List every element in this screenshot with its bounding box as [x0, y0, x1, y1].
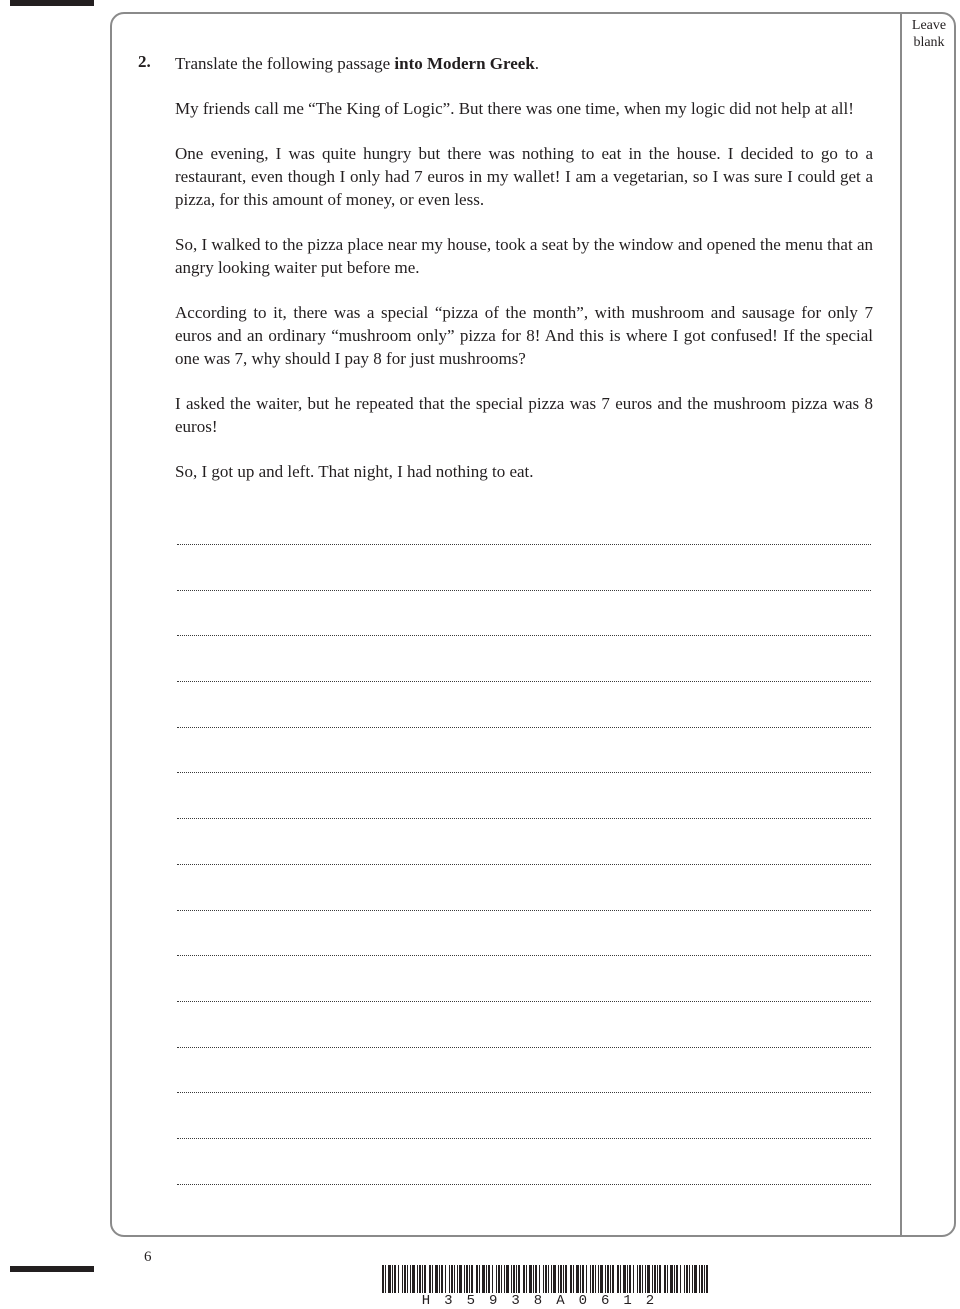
barcode-bar — [535, 1265, 537, 1293]
barcode-text: H35938A0612 — [421, 1293, 669, 1309]
barcode-bar — [454, 1265, 455, 1293]
leave-blank-column-divider — [900, 13, 902, 1236]
answer-line[interactable] — [177, 850, 871, 896]
barcode-bar — [617, 1265, 619, 1293]
barcode-bar — [570, 1265, 572, 1293]
passage-paragraph-3: So, I walked to the pizza place near my house, took a seat by the window and opened the menu that an angry looking waiter put before me. — [175, 235, 873, 277]
barcode-bar — [659, 1265, 661, 1293]
barcode-bar — [410, 1265, 411, 1293]
barcode-bar — [435, 1265, 438, 1293]
barcode-bar — [565, 1265, 567, 1293]
barcode-bar — [459, 1265, 462, 1293]
barcode-bar — [385, 1265, 386, 1293]
barcode-bar — [382, 1265, 384, 1293]
barcode-bar — [429, 1265, 431, 1293]
barcode-bar — [686, 1265, 688, 1293]
barcode-bar — [511, 1265, 512, 1293]
barcode-bar — [612, 1265, 614, 1293]
barcode-bar — [706, 1265, 708, 1293]
barcode-bar — [637, 1265, 638, 1293]
barcode-bar — [573, 1265, 574, 1293]
barcode-bar — [563, 1265, 564, 1293]
barcode-bar — [629, 1265, 631, 1293]
barcode-bar — [553, 1265, 556, 1293]
barcode-bar — [645, 1265, 646, 1293]
passage-paragraph-2: One evening, I was quite hungry but there was nothing to eat in the house. I decided to go to a restaurant, even though I only had 7 euros in my wallet! I am a vegetarian, so I was sure I could get a pizza, for this amount of money, or even less. — [175, 144, 873, 209]
answer-line[interactable] — [177, 1078, 871, 1124]
barcode-bar — [652, 1265, 653, 1293]
barcode-bar — [674, 1265, 675, 1293]
barcode-bar — [692, 1265, 693, 1293]
barcode-bar — [586, 1265, 587, 1293]
barcode-bar — [424, 1265, 426, 1293]
barcode-bar — [580, 1265, 581, 1293]
barcode-bar — [476, 1265, 478, 1293]
barcode-bar — [633, 1265, 634, 1293]
answer-line[interactable] — [177, 987, 871, 1033]
barcode-bar — [439, 1265, 440, 1293]
barcode-bar — [667, 1265, 668, 1293]
barcode-bar — [392, 1265, 393, 1293]
answer-line[interactable] — [177, 621, 871, 667]
barcode-bar — [543, 1265, 544, 1293]
barcode-bar — [516, 1265, 517, 1293]
answer-line[interactable] — [177, 896, 871, 942]
barcode-bar — [539, 1265, 540, 1293]
barcode-bar — [548, 1265, 549, 1293]
barcode-bar — [605, 1265, 606, 1293]
barcode-bar — [684, 1265, 685, 1293]
barcode-bar — [533, 1265, 534, 1293]
barcode-bar — [620, 1265, 621, 1293]
barcode-bar — [451, 1265, 453, 1293]
answer-line[interactable] — [177, 804, 871, 850]
passage-paragraph-5: I asked the waiter, but he repeated that the special pizza was 7 euros and the mushroom pizza was 8 euros! — [175, 394, 873, 436]
barcode-bar — [498, 1265, 500, 1293]
barcode-bar — [457, 1265, 458, 1293]
answer-line[interactable] — [177, 1033, 871, 1079]
answer-line[interactable] — [177, 713, 871, 759]
barcode-bar — [623, 1265, 626, 1293]
passage-paragraph-6: So, I got up and left. That night, I had nothing to eat. — [175, 462, 534, 481]
bottom-margin-bar — [10, 1266, 94, 1272]
barcode-bar — [654, 1265, 656, 1293]
barcode — [382, 1265, 708, 1293]
answer-line[interactable] — [177, 1124, 871, 1170]
barcode-bar — [642, 1265, 643, 1293]
barcode-bar — [466, 1265, 468, 1293]
barcode-bar — [469, 1265, 470, 1293]
barcode-bar — [513, 1265, 515, 1293]
barcode-bar — [607, 1265, 609, 1293]
barcode-bar — [639, 1265, 641, 1293]
answer-line[interactable] — [177, 941, 871, 987]
barcode-bar — [449, 1265, 450, 1293]
page-number: 6 — [144, 1249, 152, 1265]
barcode-bar — [590, 1265, 591, 1293]
barcode-bar — [670, 1265, 673, 1293]
barcode-bar — [526, 1265, 527, 1293]
barcode-bar — [464, 1265, 465, 1293]
barcode-bar — [523, 1265, 525, 1293]
barcode-bar — [595, 1265, 596, 1293]
barcode-bar — [398, 1265, 399, 1293]
barcode-bar — [394, 1265, 396, 1293]
barcode-bar — [506, 1265, 509, 1293]
answer-line[interactable] — [177, 1170, 871, 1216]
answer-line[interactable] — [177, 667, 871, 713]
barcode-bar — [404, 1265, 406, 1293]
barcode-bar — [664, 1265, 666, 1293]
answer-line[interactable] — [177, 576, 871, 622]
barcode-bar — [704, 1265, 705, 1293]
barcode-bar — [592, 1265, 594, 1293]
barcode-bar — [417, 1265, 418, 1293]
barcode-bar — [407, 1265, 408, 1293]
barcode-bar — [492, 1265, 493, 1293]
barcode-bar — [576, 1265, 579, 1293]
barcode-bar — [560, 1265, 562, 1293]
passage-paragraph-1: My friends call me “The King of Logic”. But there was one time, when my logic did not help at all! — [175, 99, 854, 118]
barcode-bar — [504, 1265, 505, 1293]
barcode-bar — [496, 1265, 497, 1293]
barcode-bar — [558, 1265, 559, 1293]
leave-blank-label: Leave blank — [911, 18, 947, 50]
question-number: 2. — [138, 52, 151, 71]
barcode-bar — [445, 1265, 446, 1293]
barcode-bar — [598, 1265, 599, 1293]
barcode-bar — [419, 1265, 421, 1293]
question-instruction — [175, 52, 873, 75]
barcode-bar — [412, 1265, 415, 1293]
barcode-bar — [694, 1265, 697, 1293]
barcode-bar — [518, 1265, 520, 1293]
barcode-bar — [402, 1265, 403, 1293]
barcode-bar — [432, 1265, 433, 1293]
answer-lines — [177, 530, 871, 1215]
barcode-bar — [441, 1265, 443, 1293]
instruction-language: into Modern Greek — [394, 54, 535, 73]
barcode-bar — [689, 1265, 690, 1293]
barcode-bar — [501, 1265, 502, 1293]
barcode-bar — [699, 1265, 700, 1293]
barcode-bar — [482, 1265, 485, 1293]
passage-paragraph-4: According to it, there was a special “pizza of the month”, with mushroom and sausage for only 7 euros and an ordinary “mushroom only” pizza for 8! And this is where I got confused! If the special one was 7, why should I pay 8 for just mushrooms? — [175, 303, 873, 368]
barcode-bar — [529, 1265, 532, 1293]
answer-line[interactable] — [177, 530, 871, 576]
barcode-bar — [422, 1265, 423, 1293]
instruction-suffix: . — [534, 54, 540, 73]
barcode-bar — [551, 1265, 552, 1293]
barcode-bar — [610, 1265, 611, 1293]
barcode-bar — [488, 1265, 490, 1293]
top-margin-bar — [10, 0, 94, 6]
barcode-bar — [486, 1265, 487, 1293]
barcode-bar — [600, 1265, 603, 1293]
barcode-bar — [676, 1265, 678, 1293]
barcode-bar — [388, 1265, 391, 1293]
barcode-bar — [479, 1265, 480, 1293]
barcode-bar — [657, 1265, 658, 1293]
question-content — [175, 52, 873, 505]
answer-line[interactable] — [177, 758, 871, 804]
barcode-bar — [471, 1265, 473, 1293]
barcode-bar — [647, 1265, 650, 1293]
barcode-bar — [680, 1265, 681, 1293]
barcode-bar — [701, 1265, 703, 1293]
instruction-prefix: Translate the following passage — [175, 54, 395, 73]
barcode-bar — [545, 1265, 547, 1293]
barcode-bar — [627, 1265, 628, 1293]
barcode-bar — [582, 1265, 584, 1293]
